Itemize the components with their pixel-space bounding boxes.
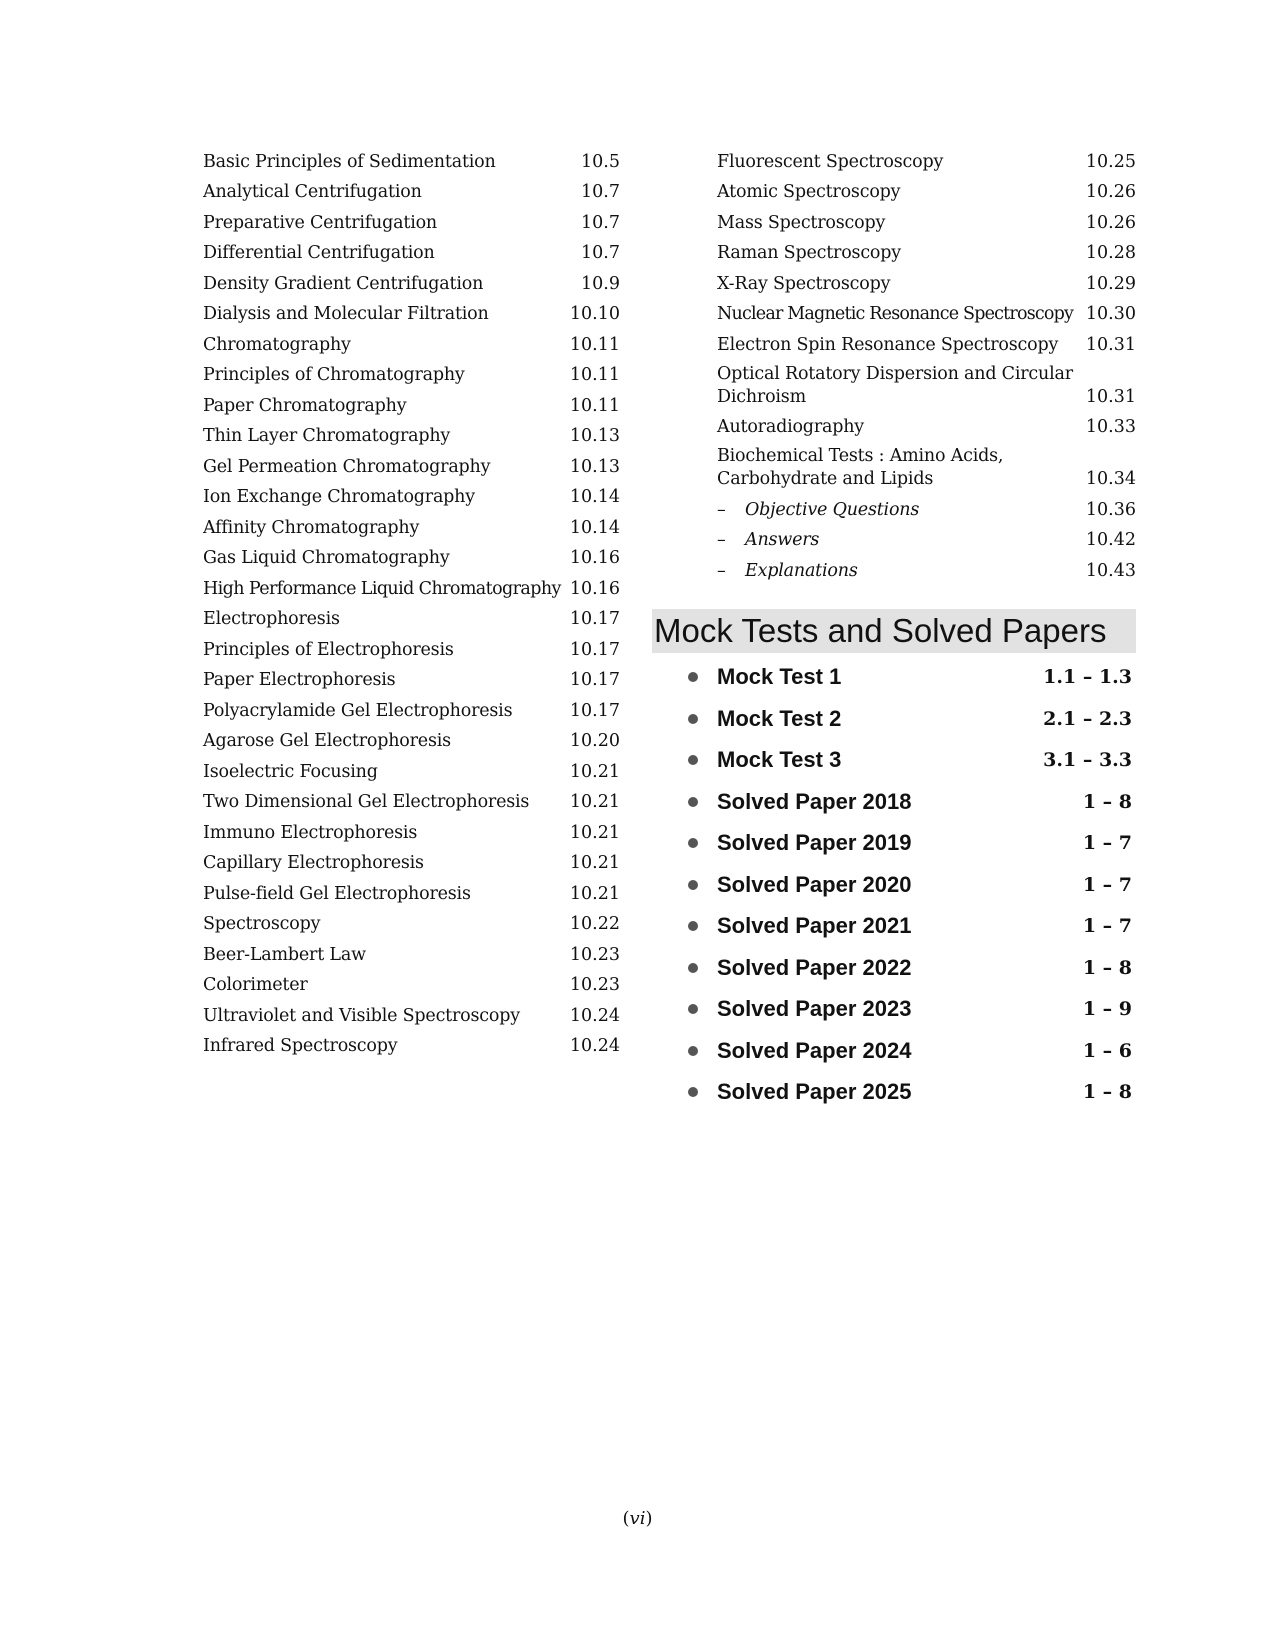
dash-marker: – bbox=[717, 530, 726, 550]
bullet-icon bbox=[688, 1046, 698, 1056]
mock-item bbox=[652, 740, 1136, 782]
toc-entry-title: Autoradiography bbox=[717, 417, 864, 437]
mock-item-range: 1 – 9 bbox=[1082, 998, 1132, 1021]
toc-entry-page: 10.36 bbox=[1085, 499, 1136, 520]
toc-entry bbox=[203, 906, 620, 937]
toc-entry-page: 10.11 bbox=[569, 334, 620, 355]
toc-entry bbox=[203, 631, 620, 662]
toc-entry-page: 10.20 bbox=[569, 731, 620, 751]
bullet-icon bbox=[688, 838, 698, 848]
mock-item bbox=[652, 906, 1136, 948]
toc-entry bbox=[203, 967, 620, 998]
mock-item bbox=[652, 1030, 1136, 1072]
toc-entry-title: Two Dimensional Gel Electrophoresis bbox=[203, 792, 530, 812]
toc-entry-page: 10.24 bbox=[569, 1036, 620, 1056]
toc-entry-page: 10.28 bbox=[1085, 243, 1136, 263]
toc-entry-title: Mass Spectroscopy bbox=[717, 212, 886, 233]
mock-item-range: 1 – 8 bbox=[1082, 790, 1132, 813]
toc-entry bbox=[203, 814, 620, 845]
bullet-icon bbox=[688, 672, 698, 682]
toc-right-column bbox=[652, 143, 1136, 1113]
toc-entry bbox=[203, 418, 620, 449]
mock-item bbox=[652, 657, 1136, 699]
mock-item bbox=[652, 823, 1136, 865]
toc-entry-title: Principles of Electrophoresis bbox=[203, 639, 454, 660]
toc-entry-title: Beer-Lambert Law bbox=[203, 944, 366, 965]
toc-entry bbox=[203, 204, 620, 235]
toc-entry-title: Biochemical Tests : Amino Acids, Carbohydrate and Lipids bbox=[717, 446, 1004, 489]
mock-item bbox=[652, 864, 1136, 906]
toc-entry-page: 10.26 bbox=[1085, 212, 1136, 233]
bullet-icon bbox=[688, 755, 698, 765]
toc-entry bbox=[203, 326, 620, 357]
toc-entry bbox=[203, 845, 620, 876]
toc-entry bbox=[652, 296, 1136, 327]
toc-entry bbox=[203, 296, 620, 327]
toc-entry-page: 10.31 bbox=[1085, 334, 1136, 355]
toc-entry-title: Preparative Centrifugation bbox=[203, 212, 437, 233]
toc-entry bbox=[652, 143, 1136, 174]
toc-entry-title: Gas Liquid Chromatography bbox=[203, 548, 450, 568]
dash-marker: – bbox=[717, 560, 726, 581]
toc-entry-title: X-Ray Spectroscopy bbox=[717, 273, 891, 294]
toc-entry-page: 10.21 bbox=[569, 883, 620, 904]
bullet-icon bbox=[688, 714, 698, 724]
toc-entry-page: 10.7 bbox=[581, 182, 620, 202]
toc-entry bbox=[203, 997, 620, 1028]
toc-entry-title: Fluorescent Spectroscopy bbox=[717, 151, 944, 172]
toc-entry bbox=[652, 326, 1136, 357]
toc-entry-page: 10.24 bbox=[569, 1005, 620, 1026]
toc-entry-page: 10.17 bbox=[569, 670, 620, 690]
toc-entry bbox=[203, 570, 620, 601]
toc-entry bbox=[652, 439, 1136, 491]
toc-entry-title: Density Gradient Centrifugation bbox=[203, 273, 484, 294]
toc-entry bbox=[203, 357, 620, 388]
toc-entry-page: 10.23 bbox=[569, 944, 620, 965]
toc-entry bbox=[203, 601, 620, 632]
toc-entry-page: 10.7 bbox=[581, 212, 620, 233]
bullet-icon bbox=[688, 921, 698, 931]
toc-entry-page: 10.14 bbox=[569, 487, 620, 507]
mock-item-range: 3.1 – 3.3 bbox=[1043, 749, 1132, 772]
toc-entry-page: 10.7 bbox=[581, 243, 620, 263]
toc-entry-title: Paper Electrophoresis bbox=[203, 670, 396, 690]
mock-item-range: 1 – 7 bbox=[1082, 873, 1132, 896]
toc-entry-page: 10.21 bbox=[569, 792, 620, 812]
toc-entry-title: High Performance Liquid Chromatography bbox=[203, 578, 561, 599]
toc-entry-title: Gel Permeation Chromatography bbox=[203, 456, 491, 477]
toc-entry-title: Capillary Electrophoresis bbox=[203, 853, 424, 873]
toc-entry-title: Colorimeter bbox=[203, 975, 308, 995]
toc-entry bbox=[652, 409, 1136, 440]
page-number: (vi) bbox=[622, 1508, 653, 1529]
toc-entry-title: Agarose Gel Electrophoresis bbox=[203, 731, 451, 751]
toc-entry-title: Principles of Chromatography bbox=[203, 365, 465, 385]
toc-entry bbox=[203, 509, 620, 540]
toc-entry bbox=[652, 235, 1136, 266]
mock-item-label: Mock Test 2 bbox=[717, 705, 842, 731]
mock-item-label: Solved Paper 2024 bbox=[717, 1037, 912, 1063]
toc-entry-title: Chromatography bbox=[203, 334, 351, 355]
mock-item-label: Solved Paper 2021 bbox=[717, 913, 912, 939]
toc-entry-page: 10.5 bbox=[581, 151, 620, 172]
toc-entry-page: 10.22 bbox=[569, 914, 620, 934]
toc-entry-page: 10.34 bbox=[1085, 469, 1136, 489]
toc-entry-title: Differential Centrifugation bbox=[203, 243, 435, 263]
dash-marker: – bbox=[717, 499, 726, 520]
toc-entry-page: 10.42 bbox=[1085, 530, 1136, 550]
toc-entry bbox=[203, 753, 620, 784]
mock-item-range: 1 – 6 bbox=[1082, 1039, 1132, 1062]
toc-entry-title: Immuno Electrophoresis bbox=[203, 822, 418, 843]
toc-entry-page: 10.30 bbox=[1085, 304, 1136, 324]
toc-entry-title: Analytical Centrifugation bbox=[203, 182, 422, 202]
section-heading: Mock Tests and Solved Papers bbox=[652, 609, 1136, 653]
toc-entry-page: 10.17 bbox=[569, 609, 620, 629]
mock-item-range: 1 – 8 bbox=[1082, 956, 1132, 979]
toc-entry-page: 10.26 bbox=[1085, 182, 1136, 202]
toc-entry-page: 10.9 bbox=[581, 273, 620, 294]
bullet-icon bbox=[688, 1087, 698, 1097]
toc-entry-title: Ion Exchange Chromatography bbox=[203, 487, 475, 507]
toc-entry bbox=[203, 723, 620, 754]
toc-entry-title: Paper Chromatography bbox=[203, 395, 407, 416]
toc-entry-page: 10.21 bbox=[569, 761, 620, 782]
mock-item bbox=[652, 781, 1136, 823]
mock-item bbox=[652, 989, 1136, 1031]
mock-item-range: 1 – 8 bbox=[1082, 1081, 1132, 1104]
toc-entry-title: Electrophoresis bbox=[203, 609, 340, 629]
toc-entry-title: Raman Spectroscopy bbox=[717, 243, 901, 263]
toc-entry-title: Atomic Spectroscopy bbox=[717, 182, 901, 202]
mock-item-label: Solved Paper 2025 bbox=[717, 1079, 912, 1105]
toc-entry-title: Thin Layer Chromatography bbox=[203, 426, 451, 446]
toc-entry-title: Answers bbox=[745, 530, 820, 550]
toc-entry bbox=[203, 875, 620, 906]
toc-entry-page: 10.16 bbox=[569, 578, 620, 599]
toc-entry-title: Pulse-field Gel Electrophoresis bbox=[203, 883, 471, 904]
mock-item-range: 1.1 – 1.3 bbox=[1043, 666, 1132, 689]
toc-entry-title: Polyacrylamide Gel Electrophoresis bbox=[203, 700, 513, 721]
toc-entry bbox=[652, 357, 1136, 409]
toc-subentry bbox=[652, 522, 1136, 553]
toc-entry bbox=[203, 540, 620, 571]
toc-entry bbox=[203, 479, 620, 510]
mock-item-range: 2.1 – 2.3 bbox=[1043, 707, 1132, 730]
toc-entry-page: 10.17 bbox=[569, 700, 620, 721]
toc-entry-page: 10.21 bbox=[569, 853, 620, 873]
mock-item bbox=[652, 1072, 1136, 1114]
toc-entry bbox=[203, 174, 620, 205]
toc-entry bbox=[652, 265, 1136, 296]
toc-entry-page: 10.23 bbox=[569, 975, 620, 995]
toc-left-column bbox=[203, 143, 620, 1058]
toc-entry bbox=[652, 174, 1136, 205]
toc-subentry bbox=[652, 552, 1136, 583]
toc-entry-page: 10.33 bbox=[1085, 417, 1136, 437]
mock-item-label: Mock Test 1 bbox=[717, 664, 842, 690]
toc-entry-page: 10.13 bbox=[569, 426, 620, 446]
mock-item-label: Solved Paper 2023 bbox=[717, 996, 912, 1022]
mock-item-label: Mock Test 3 bbox=[717, 747, 842, 773]
toc-entry bbox=[203, 662, 620, 693]
toc-entry-title: Explanations bbox=[745, 560, 858, 581]
bullet-icon bbox=[688, 963, 698, 973]
page-number-value: vi bbox=[629, 1508, 646, 1529]
toc-entry bbox=[203, 692, 620, 723]
mock-item bbox=[652, 947, 1136, 989]
mock-item-label: Solved Paper 2019 bbox=[717, 830, 912, 856]
toc-entry-title: Infrared Spectroscopy bbox=[203, 1036, 398, 1056]
toc-entry bbox=[203, 143, 620, 174]
toc-entry-page: 10.14 bbox=[569, 517, 620, 538]
toc-entry-page: 10.16 bbox=[569, 548, 620, 568]
mock-item-label: Solved Paper 2022 bbox=[717, 954, 912, 980]
toc-entry-page: 10.10 bbox=[569, 304, 620, 324]
bullet-icon bbox=[688, 1004, 698, 1014]
toc-entry bbox=[203, 936, 620, 967]
toc-entry-page: 10.13 bbox=[569, 456, 620, 477]
toc-entry-title: Electron Spin Resonance Spectroscopy bbox=[717, 334, 1059, 355]
toc-entry-title: Affinity Chromatography bbox=[203, 517, 420, 538]
toc-entry-title: Isoelectric Focusing bbox=[203, 761, 378, 782]
toc-entry-title: Ultraviolet and Visible Spectroscopy bbox=[203, 1005, 520, 1026]
toc-entry bbox=[652, 204, 1136, 235]
toc-entry-page: 10.11 bbox=[569, 395, 620, 416]
toc-entry bbox=[203, 448, 620, 479]
mock-list bbox=[652, 657, 1136, 1114]
toc-entry-title: Basic Principles of Sedimentation bbox=[203, 151, 496, 172]
toc-entry bbox=[203, 784, 620, 815]
toc-entry bbox=[203, 1028, 620, 1059]
toc-entry-title: Dialysis and Molecular Filtration bbox=[203, 304, 489, 324]
toc-entry-page: 10.17 bbox=[569, 639, 620, 660]
toc-entry-page: 10.11 bbox=[569, 365, 620, 385]
toc-entry-title: Optical Rotatory Dispersion and Circular Dichroism bbox=[717, 363, 1073, 407]
bullet-icon bbox=[688, 797, 698, 807]
toc-entry-page: 10.43 bbox=[1085, 560, 1136, 581]
toc-entry-page: 10.31 bbox=[1085, 386, 1136, 407]
toc-entry bbox=[203, 235, 620, 266]
mock-item-range: 1 – 7 bbox=[1082, 915, 1132, 938]
toc-entry-title: Nuclear Magnetic Resonance Spectroscopy bbox=[717, 304, 1074, 324]
bullet-icon bbox=[688, 880, 698, 890]
toc-entry-page: 10.21 bbox=[569, 822, 620, 843]
toc-entry-title: Objective Questions bbox=[745, 499, 920, 520]
mock-item-range: 1 – 7 bbox=[1082, 832, 1132, 855]
toc-entry bbox=[203, 387, 620, 418]
toc-entry bbox=[203, 265, 620, 296]
mock-item-label: Solved Paper 2020 bbox=[717, 871, 912, 897]
mock-item bbox=[652, 698, 1136, 740]
toc-entry-page: 10.25 bbox=[1085, 151, 1136, 172]
toc-entry-title: Spectroscopy bbox=[203, 914, 321, 934]
toc-subentry bbox=[652, 491, 1136, 522]
toc-entry-page: 10.29 bbox=[1085, 273, 1136, 294]
mock-item-label: Solved Paper 2018 bbox=[717, 788, 912, 814]
